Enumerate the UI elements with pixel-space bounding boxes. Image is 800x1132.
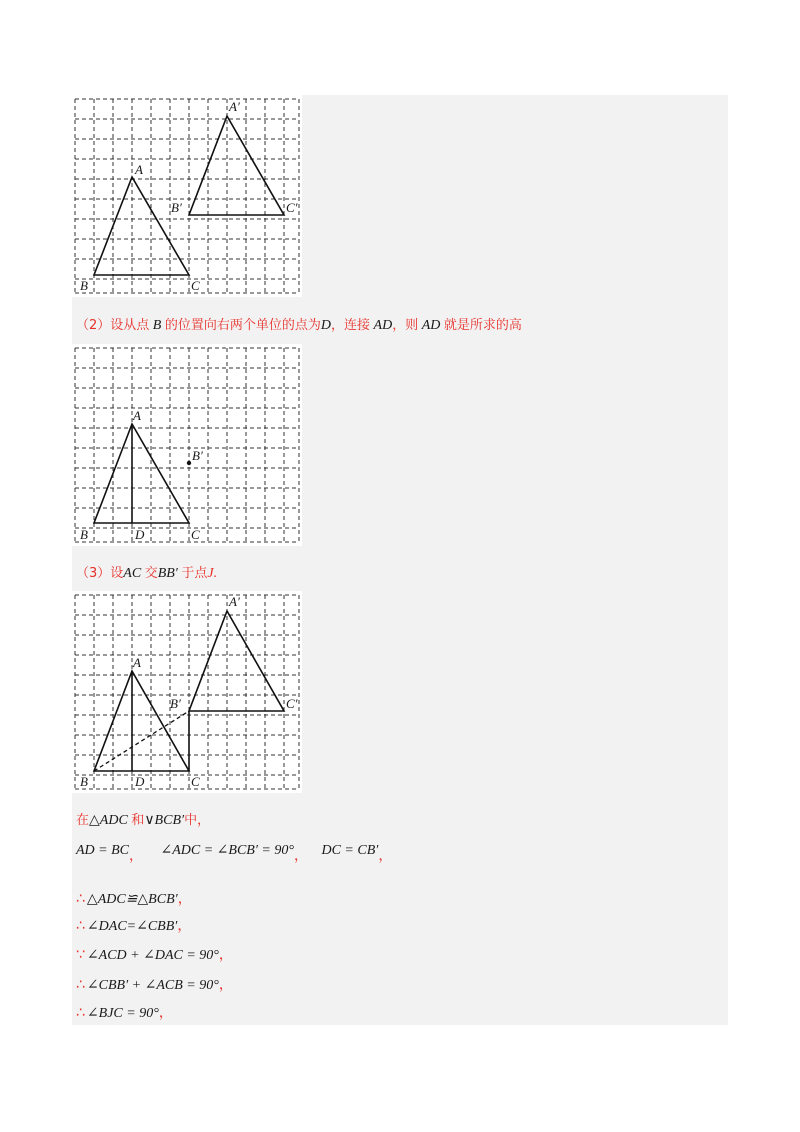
step-2-text — [76, 317, 522, 335]
label-a: A — [133, 408, 141, 423]
figure-1-grid — [72, 95, 302, 297]
comma: ， — [158, 1006, 173, 1021]
because-symbol: ∵ — [76, 947, 85, 963]
label-b1: B′ — [170, 696, 181, 711]
proof-line-5-text: ∠BJC = 90° — [86, 1006, 159, 1021]
label-c1: C′ — [286, 696, 298, 711]
figure-1-svg — [72, 95, 302, 297]
step-2-t3: ，连接 — [331, 318, 371, 333]
step-2-t2: 的位置向右两个单位的点为 — [164, 318, 321, 333]
step-2-m1: B — [152, 318, 162, 333]
grid-lines — [75, 595, 299, 789]
label-d: D — [135, 527, 145, 542]
therefore-symbol: ∴ — [76, 918, 85, 934]
proof-line-4 — [76, 976, 233, 995]
point-b1 — [187, 461, 191, 465]
therefore-symbol: ∴ — [76, 891, 85, 907]
step-2-m3: AD — [373, 318, 393, 333]
figure-3-svg — [72, 591, 302, 793]
triangle-abc — [94, 671, 189, 771]
label-b: B — [80, 527, 88, 542]
therefore-symbol: ∴ — [76, 1005, 85, 1021]
label-d: D — [135, 774, 145, 789]
label-b1: B′ — [171, 200, 182, 215]
grid-lines — [75, 348, 299, 542]
segment-bb1-dashed — [94, 711, 189, 771]
step-3-m3: J. — [207, 566, 218, 581]
step-3-m1: AC — [123, 566, 142, 581]
label-a1: A′ — [229, 594, 240, 609]
proof-line-1 — [76, 890, 192, 909]
figure-2-svg — [72, 344, 302, 546]
sep-3: ， — [378, 849, 393, 864]
step-3-t1: 设 — [110, 566, 124, 581]
triangle-a1b1c1 — [189, 116, 284, 215]
step-2-num: （2） — [76, 318, 111, 333]
comma: ， — [177, 892, 192, 907]
triangle-a1b1c1 — [189, 611, 284, 711]
proof-intro-t2: 和 — [131, 813, 145, 828]
sep-2: ， — [293, 849, 308, 864]
label-a: A — [135, 162, 143, 177]
proof-intro-m2: ∨BCB′ — [144, 813, 185, 828]
sep-1: ， — [129, 849, 143, 864]
proof-line-3-text: ∠ACD + ∠DAC = 90° — [86, 948, 219, 963]
label-b: B — [80, 278, 88, 293]
proof-conditions — [76, 842, 393, 864]
step-3-t3: 于点 — [181, 566, 208, 581]
comma: ， — [218, 948, 233, 963]
condition-1: AD = BC — [76, 843, 129, 858]
proof-intro-t3: 中， — [184, 813, 211, 828]
figure-2-grid — [72, 344, 302, 546]
proof-line-3 — [76, 946, 233, 965]
condition-2: ∠ADC = ∠BCB′ = 90° — [160, 843, 294, 858]
step-2-t4: ，则 — [392, 318, 419, 333]
label-c: C — [191, 774, 200, 789]
comma: ， — [177, 919, 192, 934]
proof-intro-m1: △ADC — [89, 813, 128, 828]
proof-line-5 — [76, 1004, 173, 1023]
proof-line-2 — [76, 917, 191, 936]
label-b: B — [80, 774, 88, 789]
label-a1: A′ — [229, 99, 240, 114]
label-a: A — [133, 655, 141, 670]
grid-lines — [75, 99, 299, 293]
step-3-t2: 交 — [144, 566, 158, 581]
condition-3: DC = CB′ — [321, 843, 379, 858]
label-c: C — [191, 278, 200, 293]
step-3-m2: BB′ — [157, 566, 178, 581]
step-3-num: （3） — [76, 566, 111, 581]
proof-line-1-text: △ADC≌△BCB′ — [86, 892, 178, 907]
therefore-symbol: ∴ — [76, 977, 85, 993]
proof-intro-t1: 在 — [76, 813, 90, 828]
proof-line-2-text: ∠DAC=∠CBB′ — [86, 919, 178, 934]
proof-intro — [76, 812, 210, 830]
triangle-abc — [94, 177, 189, 275]
step-2-t1: 设从点 — [110, 318, 150, 333]
label-b1: B′ — [192, 448, 203, 463]
step-2-m2: D — [320, 318, 331, 333]
figure-3-grid — [72, 591, 302, 793]
step-2-m4: AD — [421, 318, 441, 333]
label-c: C — [191, 527, 200, 542]
step-3-text — [76, 565, 217, 583]
comma: ， — [218, 978, 233, 993]
proof-line-4-text: ∠CBB′ + ∠ACB = 90° — [86, 978, 219, 993]
label-c1: C′ — [286, 200, 298, 215]
step-2-t5: 就是所求的高 — [443, 318, 522, 333]
